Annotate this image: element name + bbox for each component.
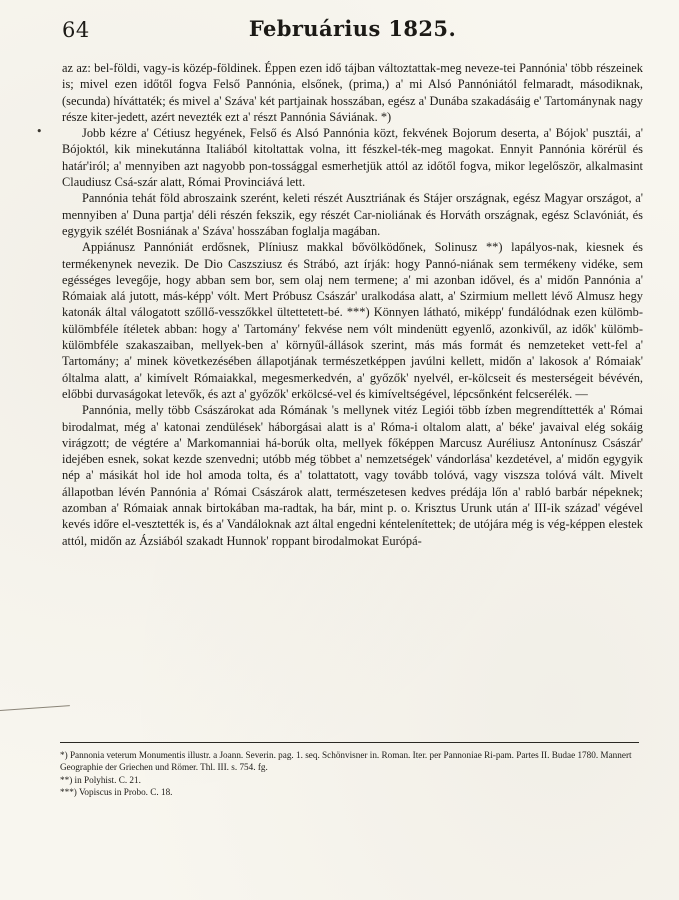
footnote-1: *) Pannonia veterum Monumentis illustr. a Joann. Severin. pag. 1. seq. Schönvisner in. Roman. Iter. per Pannoniae Ri-pam. Partes II. Budae 1780. Mannert Geographie der Griechen und Römer. Thl. III. s. 754. fg.	[60, 750, 632, 773]
paragraph-history: Pannónia, melly több Császárokat ada Rómának 's mellynek vitéz Legiói több ízben megrendíttették a' Római birodalmat, még a' katonai zendülések' háborgásai alatt is a' Róma-i oltalom alatt, a' béke' javaival elég sokáig virágzott; de végtére a' Markomanniai há-borúk olta, mellyek főképpen Marcusz Auréliusz Antonínusz Császár' idejében esnek, sokat kezde szenvedni; utóbb még többet a' nemzetségek' vándorlása' kezdetével, a' midőn egygyik nép a' másikát hol ide hol amoda tolta, és a' tolattatott, vagy tovább tolóvá, vagy viszsza tolóvá vált. Mivelt állapotban lévén Pannónia a' Római Császárok alatt, természetesen kedves prédája lőn a' rabló barbár népeknek; azomban a' Rómaiak annak birtokában ma-radtak, ha bár, mint p. o. Krisztus Urunk után a' III-ik század' végével kevés időre el-vesztették is, és a' Vandáloknak azt által engedni kéntelenítettek; de utójára még is vég-képpen elestek attól, midőn az Ázsiából szakadt Hunnok' roppant birodalmokat Európá-	[62, 403, 643, 548]
page-number: 64	[62, 18, 90, 42]
page-header	[62, 18, 643, 52]
margin-pencil-stroke	[0, 705, 70, 711]
paragraph-climate: Appiánusz Pannóniát erdősnek, Plíniusz makkal bővölködőnek, Solinusz **) lapályos-nak, kiesnek és termékenynek nevezik. De Dio Caszsziusz és Strábó, azt írják: hogy Pannó-niának sem termékeny vidéke, sem egésséges levegője, hogy abban sem bor, sem olaj nem termene; a' mi azonban idővel, és a' midőn Pannónia a' Rómaiak alá jutott, más-képp' vólt. Mert Próbusz Császár' uralkodása alatt, a' Szirmium mellett lévő Almusz hegy katonák által válogatott szőllő-vesszőkkel ültettetett-bé. ***) Könnyen látható, miképp' fundálódnak ezen külömb-külömbféle ítéletek abban: hogy a' Tartomány' fekvése nem vólt mindenütt egyenlő, azonkivűl, az idők' külömb-külömbféle szakaszaiban, mellyek-ben a' környűl-állások szerint, más más formát és nemzeteket vett-fel a' Tartomány; a' minek következésében állapotjának természetképpen javúlni kellett, midőn a' lakosok a' Rómaiak' óltalma alatt, a' kimívelt Rómaiakkal, megesmerkedvén, a' győzők' nyelvél, er-kölcseit és mesterségeit bévévén, előbbi durvaságokat letevők, és azt a' győzők' erkölcsé-vel és kimíveltségével, lépcsőnként felcserélék. —	[62, 240, 643, 401]
paragraph-bojorum: Jobb kézre a' Cétiusz hegyének, Felső és Alsó Pannónia közt, fekvének Bojorum deserta, a' Bójok' pusztái, a' Bójoktól, kik minekutánna Italiából kitoltattak volna, itt fészkel-ték-meg magokat. Ennyit Pannónia körérül és határ'iról; a' mennyiben azt nagyobb pon-tossággal esmerhetjük attól az időtől fogva, mikor legelőször, alkalmasint Claudiusz Csá-szár alatt, Római Provinciává lett.	[62, 126, 643, 190]
paragraph-continuation: az az: bel-földi, vagy-is közép-földinek. Éppen ezen idő tájban változtattak-meg neveze-tei Pannónia' több részeinek is; mivel ezen időtől fogva Felső Pannónia, elsőnek, (prima,) a' mi Alsó Pannóniától felmaradt, másodiknak, (secunda) híváttaték; és mivel a' Száva' két partjainak hosszában, egész a' Dunába szakadásáig e' Tartománynak nagy része kiter-jedett, azért nevezték ezt a' részt Pannónia Sáviának. *)	[62, 61, 643, 124]
running-head: Februárius 1825.	[248, 16, 457, 41]
paragraph-borders: Pannónia tehát föld abroszaink szerént, keleti részét Ausztriának és Stájer országnak, egész Magyar országot, a' mennyiben a' Duna partja' déli részén fekszik, egy részét Car-nioliának és Horváth országnak, egész Sclavóniát, és egygyik szélét Bosniának a' Száva' hosszában foglalja magában.	[62, 191, 643, 238]
footnote-2: **) in Polyhist. C. 21.	[60, 774, 141, 785]
footnotes	[60, 742, 639, 799]
main-text	[62, 60, 643, 549]
margin-mark: •	[36, 125, 43, 138]
footnote-3: ***) Vopiscus in Probo. C. 18.	[60, 787, 173, 798]
